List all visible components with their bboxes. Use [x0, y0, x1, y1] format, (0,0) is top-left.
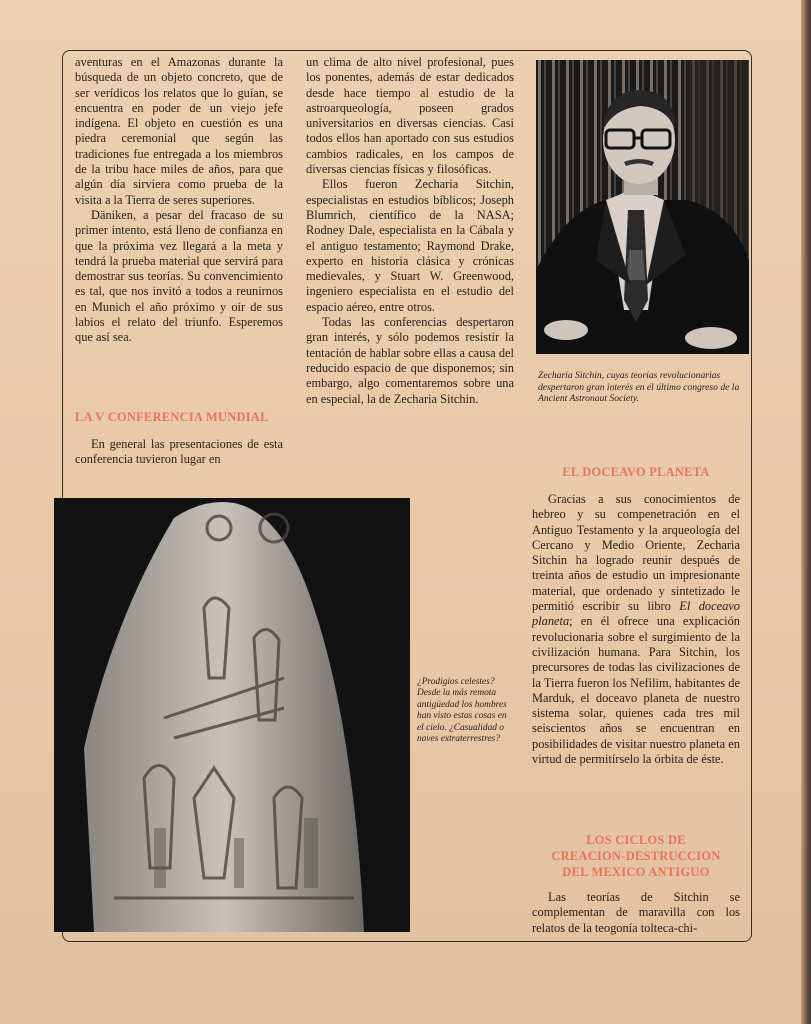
stele-photo	[54, 498, 410, 932]
section-heading-doceavo-planeta: EL DOCEAVO PLANETA	[562, 465, 710, 479]
column-1	[75, 55, 283, 346]
col1-paragraph-3: En general las presentaciones de esta conferencia tuvieron lugar en	[75, 437, 283, 467]
col3-paragraph-1	[532, 492, 740, 767]
sitchin-portrait-drawing	[536, 60, 749, 354]
stele-drawing	[54, 498, 410, 932]
section-heading-conferencia: LA V CONFERENCIA MUNDIAL	[75, 410, 269, 424]
col1-paragraph-1: aventuras en el Amazonas durante la búsqueda de un objeto concreto, que de ser verídicos los relatos que lo guían, se encuentra en poder de un viejo jefe indígena. El objeto en cuestión es una piedra ceremonial que según las tradiciones fue entregada a los miembros de la tribu hace miles de años, para que algún día sirviera como prueba de la visita a la Tierra de seres superiores.	[75, 55, 283, 207]
column-2	[306, 55, 514, 407]
heading-ciclos-line-1: LOS CICLOS DE	[586, 833, 686, 847]
heading-ciclos-line-3: DEL MEXICO ANTIGUO	[562, 865, 710, 879]
col1-paragraph-2: Däniken, a pesar del fracaso de su primer intento, está lleno de confianza en que la próxima vez llegará a la meta y tendrá la prueba material que servirá para demostrar sus teorías. Su convencimiento es tal, que nos invitó a todos a reunirnos en Munich el año próximo y oír de sus labios el relato del triunfo. Esperemos que así sea.	[75, 207, 283, 345]
col3-paragraph-2: Las teorías de Sitchin se complementan de maravilla con los relatos de la teogonía toltecа-chi-	[532, 890, 740, 935]
col2-paragraph-3: Todas las conferencias despertaron gran interés, y sólo podemos resistir la tentación de hablar sobre ellas a causa del reducido espacio de que disponemos; sin embargo, algo comentaremos sobre una en especial, la de Zecharia Sitchin.	[306, 315, 514, 406]
page-edge	[801, 0, 811, 1024]
caption-sitchin: Zecharia Sitchin, cuyas teorías revolucionarias despertaron gran interés en él último congreso de la Ancient Astronaut Society.	[538, 370, 740, 405]
column-1-continued	[75, 437, 283, 468]
column-3-continued	[532, 890, 740, 936]
col2-paragraph-2: Ellos fueron Zecharia Sitchin, especialistas en estudios bíblicos; Joseph Blumrich, científico de la NASA; Rodney Dale, especialista en la Cábala y el antiguo testamento; Raymond Drake, experto en historia clásica y crónicas medievales, y Stuart W. Greenwood, ingeniero especialista en el estudio del espacio aéreo, entre otros.	[306, 177, 514, 314]
section-heading-ciclos	[532, 832, 740, 880]
caption-stele: ¿Prodigios celestes? Desde la más remota antigüedad los hombres han visto estas cosas en el cielo. ¿Casualidad o naves extraterrestres?	[417, 677, 507, 745]
col2-paragraph-1: un clima de alto nivel profesional, pues los ponentes, además de estar dedicados desde hace tiempo al estudio de la astroarqueología, poseen grados universitarios en diversas ciencias. Casi todos ellos han aportado con sus estudios cambios radicales, en los campos de diversas ciencias físicas y filosóficas.	[306, 55, 514, 177]
col3-paragraph-1-end: ; en él ofrece una explicación revolucionaria sobre el surgimiento de la civilización humana. Para Sitchin, los precursores de todas las civilizaciones de la Tierra fueron los Nefilim, habitantes de Marduk, el doceavo planeta de nuestro sistema solar, quienes cada tres mil seiscientos años se encuentran en posibilidades de visitar nuestro planeta en virtud de permitírselo la órbita de éste.	[532, 614, 740, 767]
column-3	[532, 492, 740, 767]
sitchin-portrait-photo	[536, 60, 749, 354]
col3-paragraph-1-start: Gracias a sus conocimientos de hebreo y su compenetración en el Antiguo Testamento y la arqueología del Cercano y Medio Oriente, Zecharia Sitchin ha logrado reunir después de treinta años de estudio un impresionante material, que ordenado y sintetizado le permitió escribir su libro	[532, 492, 740, 614]
heading-ciclos-line-2: CREACION-DESTRUCCION	[551, 849, 721, 863]
book-title: El doceavo planeta	[532, 599, 741, 629]
